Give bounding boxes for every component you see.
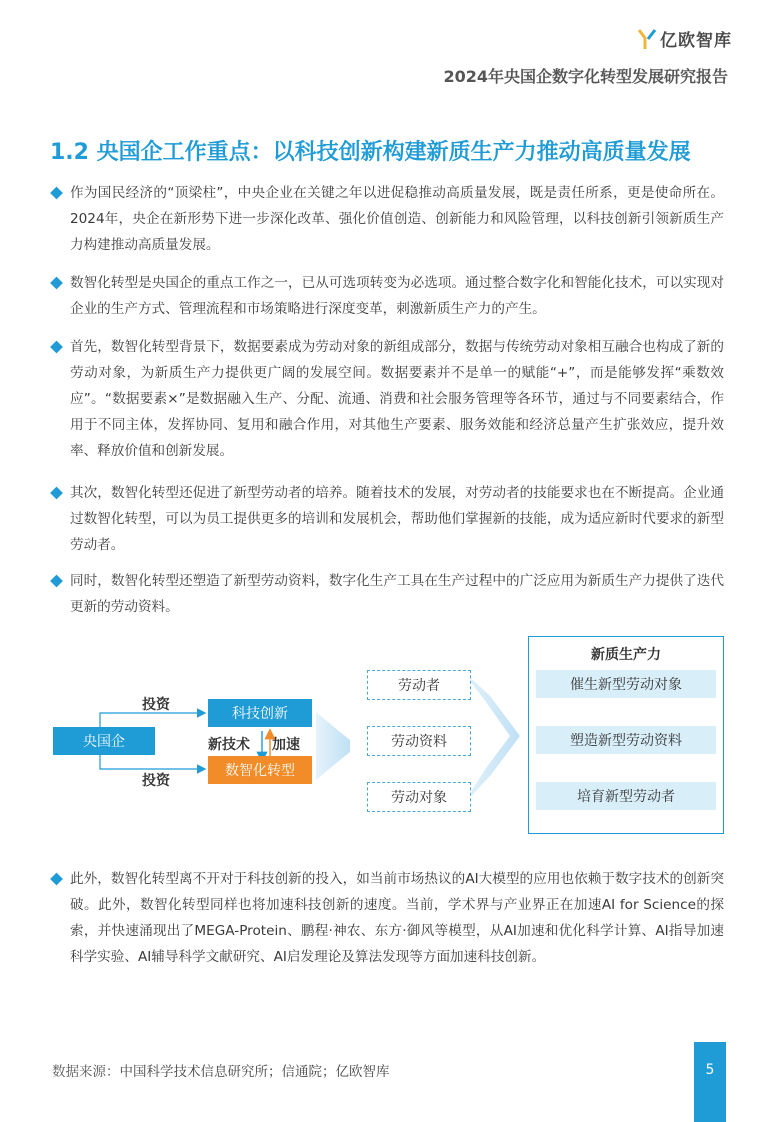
paragraph-text: 此外，数智化转型离不开对于科技创新的投入，如当前市场热议的AI大模型的应用也依赖于数字技术的创新突破。此外，数智化转型同样也将加速科技创新的速度。当前，学术界与产业界正在加速AI for Science的探索，并快速涌现出了MEGA-Protein、鹏程·神农、东方·御风等模型，从AI加速和优化科学计算、AI指导加速科学实验、AI辅导科学文献研究、AI启发理论及算法发现等方面加速科技创新。 (70, 871, 724, 965)
paragraph-3 (52, 334, 724, 464)
result-box-workers: 培育新型劳动者 (536, 782, 716, 810)
invest-label-bottom: 投资 (142, 773, 170, 789)
accelerate-label: 加速 (272, 737, 300, 753)
source-box: 央国企 (53, 727, 155, 755)
logo (638, 26, 732, 51)
middle-box-materials: 劳动资料 (367, 726, 471, 756)
data-source-value: 中国科学技术信息研究所；信通院；亿欧智库 (119, 1064, 390, 1080)
middle-box-labor: 劳动者 (367, 670, 471, 700)
paragraph-text: 同时，数智化转型还塑造了新型劳动资料，数字化生产工具在生产过程中的广泛应用为新质生产力提供了迭代更新的劳动资料。 (70, 573, 724, 615)
logo-mark-icon (638, 28, 656, 50)
paragraph-text: 首先，数智化转型背景下，数据要素成为劳动对象的新组成部分，数据与传统劳动对象相互融合也构成了新的劳动对象，为新质生产力提供更广阔的发展空间。数据要素并不是单一的赋能“+”，而是能够发挥“乘数效应”。“数据要素×”是数据融入生产、分配、流通、消费和社会服务管理等各环节，通过与不同要素结合，作用于不同主体，发挥协同、复用和融合作用，对其他生产要素、服务效能和经济总量产生扩张效应，提升效率、释放价值和创新发展。 (70, 339, 724, 459)
new-tech-label: 新技术 (208, 737, 250, 753)
page-number: 5 (694, 1042, 726, 1122)
report-title: 2024年央国企数字化转型发展研究报告 (443, 67, 728, 86)
tech-innovation-box: 科技创新 (208, 699, 312, 727)
paragraph-6 (52, 866, 724, 970)
paragraph-1 (52, 180, 724, 258)
productivity-diagram (50, 636, 730, 836)
paragraph-text: 作为国民经济的“顶梁柱”，中央企业在关键之年以进促稳推动高质量发展，既是责任所系，更是使命所在。2024年，央企在新形势下进一步深化改革、强化价值创造、创新能力和风险管理，以科技创新引领新质生产力构建推动高质量发展。 (70, 185, 724, 253)
middle-box-objects: 劳动对象 (367, 782, 471, 812)
invest-label-top: 投资 (142, 697, 170, 713)
digital-transform-box: 数智化转型 (208, 756, 312, 784)
logo-text: 亿欧智库 (660, 31, 732, 51)
paragraph-text: 其次，数智化转型还促进了新型劳动者的培养。随着技术的发展，对劳动者的技能要求也在不断提高。企业通过数智化转型，可以为员工提供更多的培训和发展机会，帮助他们掌握新的技能，成为适应新时代要求的新型劳动者。 (70, 485, 724, 553)
result-box-materials: 塑造新型劳动资料 (536, 726, 716, 754)
data-source-label: 数据来源： (52, 1064, 120, 1080)
result-box-objects: 催生新型劳动对象 (536, 670, 716, 698)
section-title: 1.2 央国企工作重点：以科技创新构建新质生产力推动高质量发展 (50, 140, 691, 165)
paragraph-5 (52, 568, 724, 620)
paragraph-text: 数智化转型是央国企的重点工作之一，已从可选项转变为必选项。通过整合数字化和智能化技术，可以实现对企业的生产方式、管理流程和市场策略进行深度变革，刺激新质生产力的产生。 (70, 275, 724, 317)
paragraph-4 (52, 480, 724, 558)
paragraph-2 (52, 270, 724, 322)
result-title: 新质生产力 (591, 647, 661, 663)
data-source (52, 1060, 390, 1080)
